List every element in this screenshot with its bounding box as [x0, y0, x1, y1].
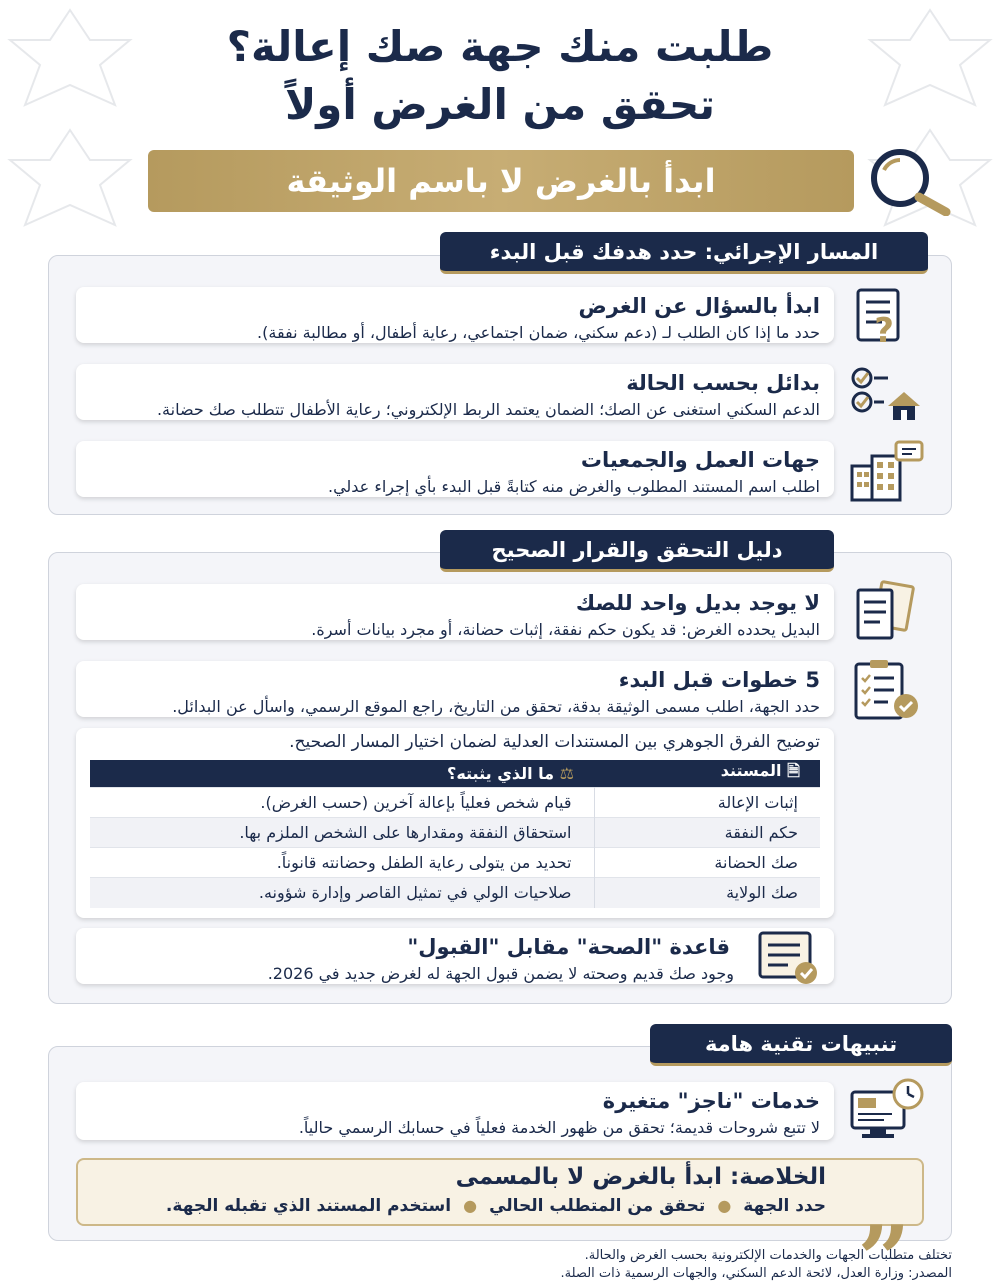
section-heading-verification: دليل التحقق والقرار الصحيح: [440, 530, 834, 572]
bullet-dot-icon: ●: [717, 1196, 732, 1215]
summary-step: استخدم المستند الذي تقبله الجهة.: [165, 1196, 452, 1216]
cell-document: صك الولاية: [594, 878, 820, 908]
card-title: لا يوجد بديل واحد للصك: [575, 591, 820, 615]
card-desc: لا تتبع شروحات قديمة؛ تحقق من ظهور الخدمة فعلياً في حسابك الرسمي حالياً.: [298, 1118, 820, 1137]
scale-icon: ⚖: [559, 764, 574, 783]
card-desc: الدعم السكني استغنى عن الصك؛ الضمان يعتمد الربط الإلكتروني؛ رعاية الأطفال تتطلب صك حضانة.: [156, 400, 820, 419]
card-desc: حدد ما إذا كان الطلب لـ (دعم سكني، ضمان اجتماعي، رعاية أطفال، أو مطالبة نفقة).: [257, 323, 820, 342]
cell-document: حكم النفقة: [594, 818, 820, 848]
card-najiz-services: [76, 1082, 834, 1140]
card-title: جهات العمل والجمعيات: [580, 448, 820, 472]
main-title-line2: تحقق من الغرض أولاً: [284, 80, 716, 129]
table-intro: توضيح الفرق الجوهري بين المستندات العدلية لضمان اختيار المسار الصحيح.: [289, 732, 820, 752]
table-row: [90, 788, 820, 818]
cell-proves: قيام شخص فعلياً بإعالة آخرين (حسب الغرض).: [90, 788, 594, 818]
cell-proves: تحديد من يتولى رعاية الطفل وحضانته قانوناً.: [90, 848, 594, 878]
card-title: 5 خطوات قبل البدء: [618, 668, 820, 692]
document-question-icon: [848, 284, 924, 348]
table-row: [90, 818, 820, 848]
clipboard-check-icon: [848, 658, 924, 722]
summary-steps: [166, 1196, 826, 1216]
section-heading-procedure: المسار الإجرائي: حدد هدفك قبل البدء: [440, 232, 928, 274]
certificate-icon: [750, 925, 826, 989]
gold-banner: ابدأ بالغرض لا باسم الوثيقة: [148, 150, 854, 212]
card-title: قاعدة "الصحة" مقابل "القبول": [407, 935, 730, 959]
summary-step: حدد الجهة: [743, 1196, 826, 1216]
summary-title: الخلاصة: ابدأ بالغرض لا بالمسمى: [455, 1164, 826, 1190]
main-title-line1: طلبت منك جهة صك إعالة؟: [226, 22, 774, 71]
documents-table-card: [76, 728, 834, 918]
documents-table: [90, 760, 820, 908]
summary-step: تحقق من المتطلب الحالي: [489, 1196, 706, 1216]
section-heading-tech-alerts: تنبيهات تقنية هامة: [650, 1024, 952, 1066]
card-five-steps: [76, 661, 834, 717]
cell-document: إثبات الإعالة: [594, 788, 820, 818]
svg-text:?: ?: [874, 311, 894, 348]
card-employers: [76, 441, 834, 497]
card-validity-rule: [76, 928, 834, 984]
card-ask-purpose: [76, 287, 834, 343]
cell-proves: صلاحيات الولي في تمثيل القاصر وإدارة شؤونه.: [90, 878, 594, 908]
card-title: خدمات "ناجز" متغيرة: [602, 1089, 820, 1113]
card-no-single-alternative: [76, 584, 834, 640]
col-header-document: 🗎 المستند: [594, 760, 820, 788]
col-header-proves: ⚖ ما الذي يثبته؟: [90, 760, 594, 788]
footer-note: تختلف متطلبات الجهات والخدمات الإلكترونية بحسب الغرض والحالة.: [584, 1248, 952, 1263]
cell-proves: استحقاق النفقة ومقدارها على الشخص الملزم بها.: [90, 818, 594, 848]
magnifier-icon: [858, 146, 958, 216]
bullet-dot-icon: ●: [463, 1196, 478, 1215]
card-title: ابدأ بالسؤال عن الغرض: [578, 294, 820, 318]
card-desc: اطلب اسم المستند المطلوب والغرض منه كتابةً قبل البدء بأي إجراء عدلي.: [327, 477, 820, 496]
card-desc: البديل يحدده الغرض: قد يكون حكم نفقة، إثبات حضانة، أو مجرد بيانات أسرة.: [311, 620, 820, 639]
card-title: بدائل بحسب الحالة: [626, 371, 820, 395]
checklist-house-icon: [848, 360, 924, 424]
card-desc: وجود صك قديم وصحته لا يضمن قبول الجهة له لغرض جديد في 2026.: [267, 964, 734, 983]
footer-source: المصدر: وزارة العدل، لائحة الدعم السكني، والجهات الرسمية ذات الصلة.: [560, 1266, 952, 1281]
documents-stack-icon: [848, 580, 924, 644]
table-row: [90, 848, 820, 878]
card-desc: حدد الجهة، اطلب مسمى الوثيقة بدقة، تحقق من التاريخ، راجع الموقع الرسمي، واسأل عن البدائل.: [172, 697, 820, 716]
quote-icon: „: [859, 1153, 912, 1261]
table-row: [90, 878, 820, 908]
card-alternatives: [76, 364, 834, 420]
computer-clock-icon: [848, 1078, 924, 1142]
buildings-chat-icon: [848, 440, 924, 504]
cell-document: صك الحضانة: [594, 848, 820, 878]
document-icon: 🗎: [787, 761, 800, 780]
